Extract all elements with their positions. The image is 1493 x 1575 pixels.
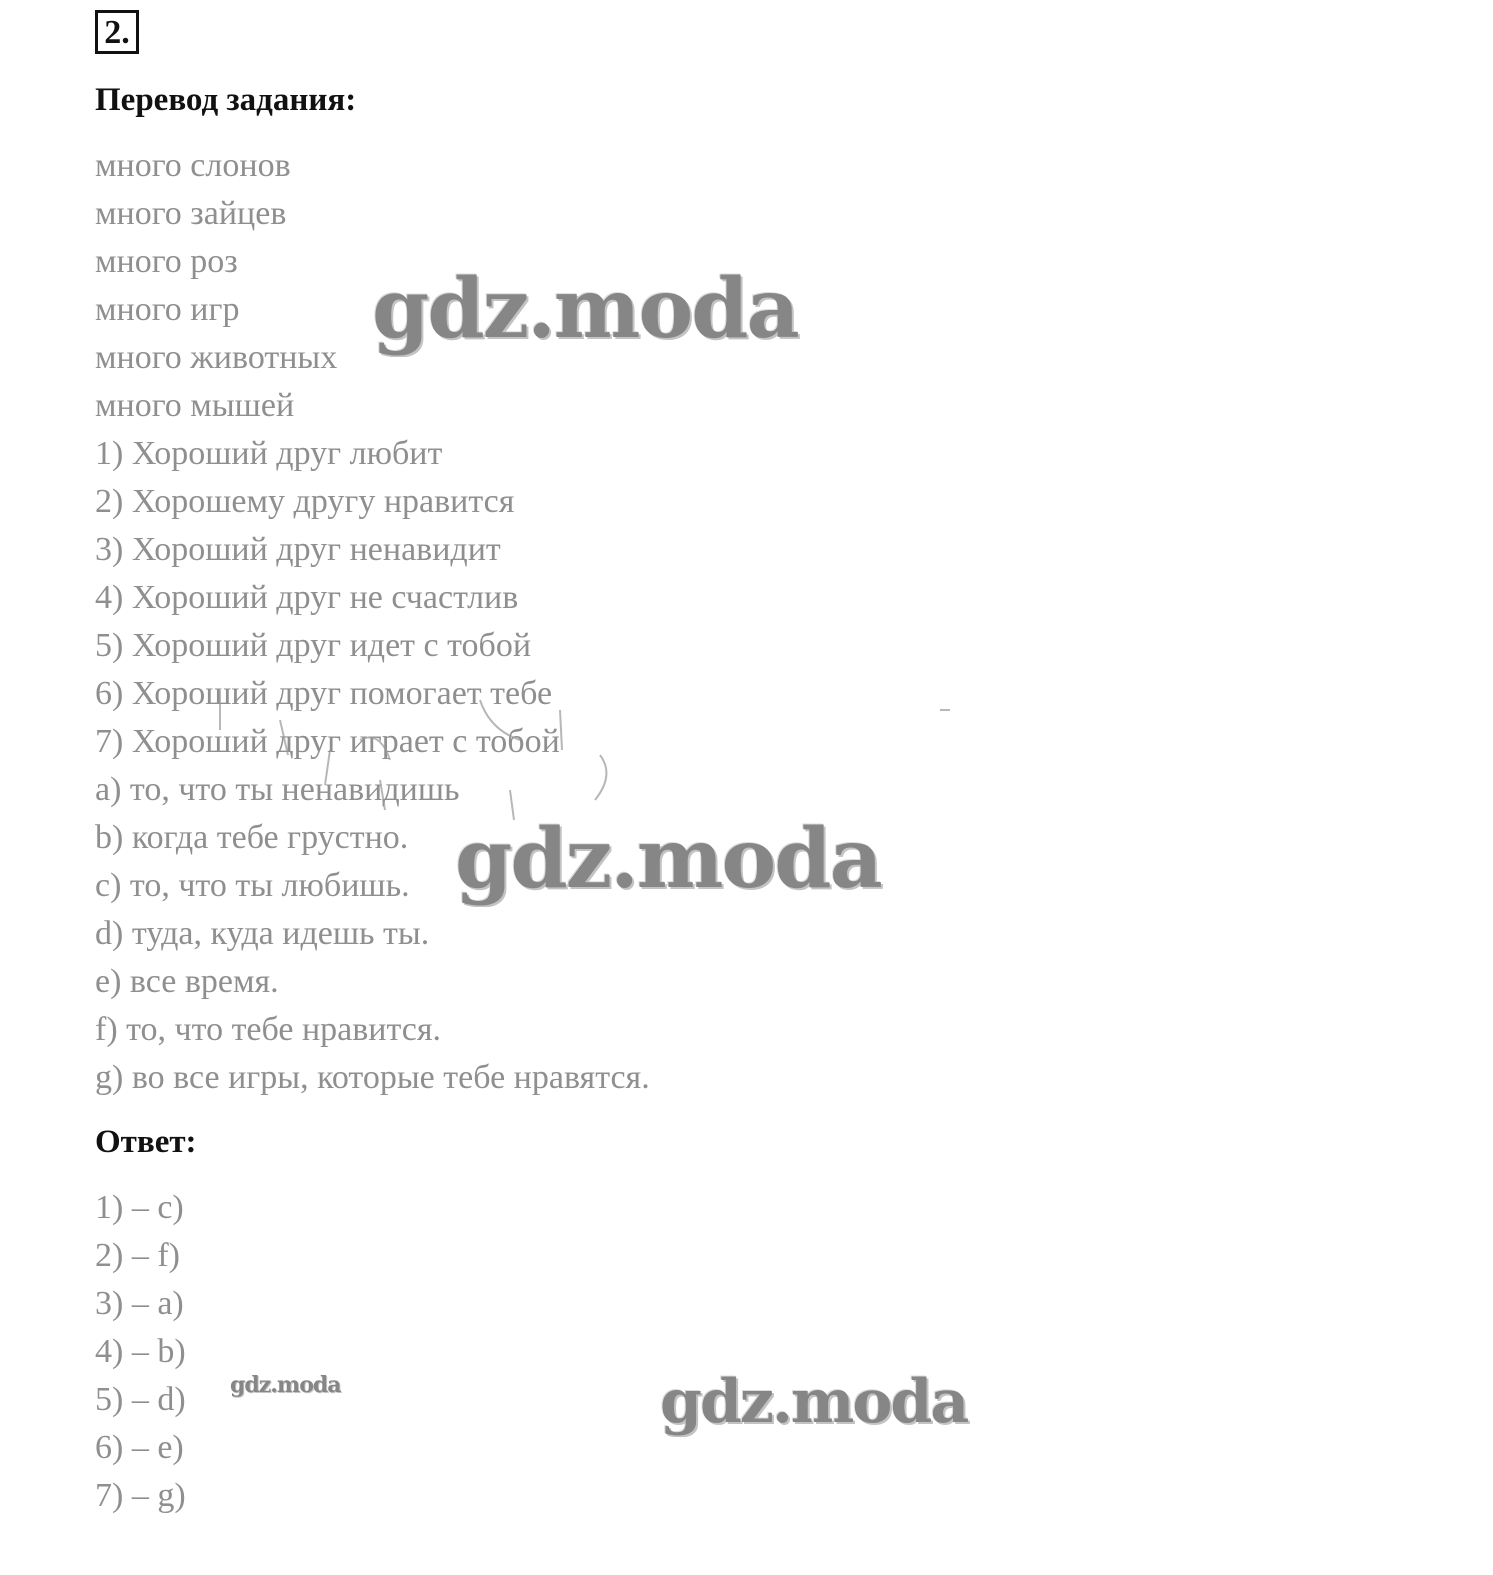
task-number-box: 2. (95, 10, 139, 54)
answer-line: 3) – a) (95, 1285, 184, 1322)
answer-line: 4) – b) (95, 1333, 186, 1370)
translation-line: 4) Хороший друг не счастлив (95, 579, 519, 616)
translation-line: c) то, что ты любишь. (95, 867, 410, 904)
translation-line: 6) Хороший друг помогает тебе (95, 675, 553, 712)
watermark-logo: gdz.moda (230, 1372, 341, 1398)
translation-line: много мышей (95, 387, 295, 424)
translation-line: много слонов (95, 147, 291, 184)
translation-line: много роз (95, 243, 238, 280)
translation-line: f) то, что тебе нравится. (95, 1011, 441, 1048)
translation-line: много игр (95, 291, 240, 328)
translation-line: много животных (95, 339, 338, 376)
translation-line: 5) Хороший друг идет с тобой (95, 627, 532, 664)
answer-line: 2) – f) (95, 1237, 180, 1274)
translation-line: e) все время. (95, 963, 279, 1000)
answer-list (95, 1184, 186, 1520)
watermark-logo: gdz.moda (660, 1367, 968, 1437)
answer-heading: Ответ: (95, 1124, 197, 1160)
watermark-logo: gdz.moda (372, 261, 798, 357)
answer-line: 1) – c) (95, 1189, 184, 1226)
answer-line: 6) – e) (95, 1429, 184, 1466)
translation-heading: Перевод задания: (95, 82, 357, 118)
translation-line: g) во все игры, которые тебе нравятся. (95, 1059, 650, 1096)
translation-line: много зайцев (95, 195, 287, 232)
watermark-logo: gdz.moda (455, 811, 881, 907)
translation-line: 7) Хороший друг играет с тобой (95, 723, 560, 760)
translation-line: 1) Хороший друг любит (95, 435, 443, 472)
translation-line: d) туда, куда идешь ты. (95, 915, 430, 952)
translation-line: 3) Хороший друг ненавидит (95, 531, 501, 568)
answer-line: 5) – d) (95, 1381, 186, 1418)
translation-line: b) когда тебе грустно. (95, 819, 409, 856)
translation-line: 2) Хорошему другу нравится (95, 483, 515, 520)
translation-line: a) то, что ты ненавидишь (95, 771, 460, 808)
answer-line: 7) – g) (95, 1477, 186, 1514)
